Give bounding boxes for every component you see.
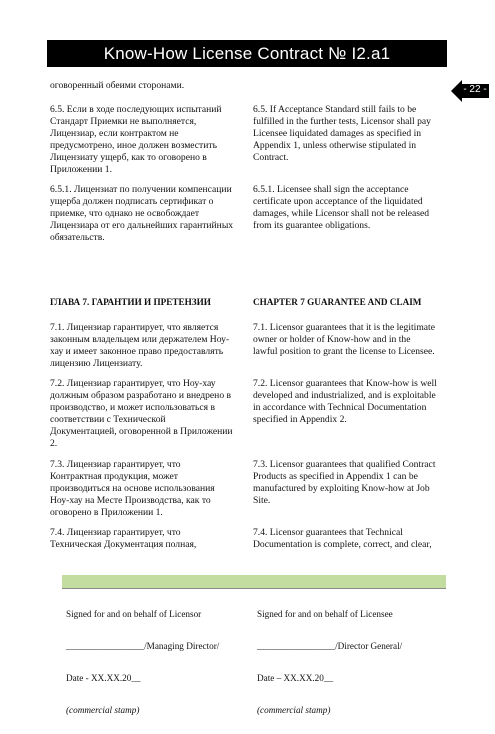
signature-block-licensee [257, 590, 447, 734]
paragraph-en-6-5: 6.5. If Acceptance Standard still fails to be fulfilled in the further tests, Licensor shall pay Licensee liquidated damages as specified in Appendix 1, unless otherwise stipulated in Contract. [253, 104, 431, 164]
paragraph-ru-7-4: 7.4. Лицензиар гарантирует, что Техническая Документация полная, [50, 527, 197, 551]
signature-stamp: (commercial stamp) [257, 705, 331, 715]
paragraph-ru-carryover: оговоренный обеими сторонами. [50, 80, 185, 91]
paragraph-en-6-5-1: 6.5.1. Licensee shall sign the acceptance certificate upon acceptance of the liquidated damages, while Licensor shall not be released from its guarantee obligations. [253, 184, 430, 232]
signature-date: Date – XX.XX.20__ [257, 673, 334, 683]
page-number: - 22 - [463, 84, 487, 95]
signature-date: Date - XX.XX.20__ [66, 673, 141, 683]
paragraph-en-7-4: 7.4. Licensor guarantees that Technical Documentation is complete, correct, and clear, [253, 527, 432, 551]
signature-title: Signed for and on behalf of Licensee [257, 609, 393, 619]
paragraph-ru-7-2: 7.2. Лицензиар гарантирует, что Ноу-хау должным образом разработано и внедрено в производство, и может использоваться в соответствии с Технической Документацией, оговоренной в Приложении 2. [50, 378, 233, 450]
paragraph-ru-7-1: 7.1. Лицензиар гарантирует, что является законным владельцем или держателем Ноу- хау и имеет законное право предоставлять лицензию Лицензиату. [50, 322, 230, 370]
chapter-heading-en: CHAPTER 7 GUARANTEE AND CLAIM [253, 297, 422, 307]
paragraph-en-7-3: 7.3. Licensor guarantees that qualified Contract Products as specified in Appendix 1 can be manufactured by exploiting Know-how at Job Site. [253, 459, 436, 507]
signature-position: _________________/Managing Director/ [66, 641, 220, 651]
paragraph-en-7-1: 7.1. Licensor guarantees that it is the legitimate owner or holder of Know-how and in the lawful position to grant the license to Licensee. [253, 322, 435, 358]
document-header [47, 40, 447, 67]
signature-stamp: (commercial stamp) [66, 705, 140, 715]
chapter-heading-ru: ГЛАВА 7. ГАРАНТИИ И ПРЕТЕНЗИИ [50, 297, 211, 307]
signature-position: _________________/Director General/ [257, 641, 403, 651]
paragraph-ru-7-3: 7.3. Лицензиар гарантирует, что Контрактная продукция, может производиться на основе использования Ноу-хау на Месте Производства, как то оговорено в Приложении 1. [50, 459, 215, 519]
signature-title: Signed for and on behalf of Licensor [66, 609, 202, 619]
footer-divider [62, 588, 446, 589]
page-number-marker [451, 80, 489, 102]
paragraph-ru-6-5: 6.5. Если в ходе последующих испытаний Стандарт Приемки не выполняется, Лицензиар, если контрактом не предусмотрено, иное должен возместить Лицензиату ущерб, как то оговорено в Приложении 1. [50, 104, 222, 176]
document-title: Know-How License Contract № I2.a1 [103, 43, 391, 63]
paragraph-ru-6-5-1: 6.5.1. Лицензиат по получении компенсации ущерба должен подписать сертификат о приемке, что однако не освобождает Лицензиара от его дальнейших гарантийных обязательств. [50, 184, 234, 244]
signature-block-licensor [66, 590, 256, 734]
paragraph-en-7-2: 7.2. Licensor guarantees that Know-how is well developed and industrialized, and is exploitable in accordance with Technical Documentation specified in Appendix 2. [253, 378, 437, 426]
footer-band [62, 575, 446, 588]
